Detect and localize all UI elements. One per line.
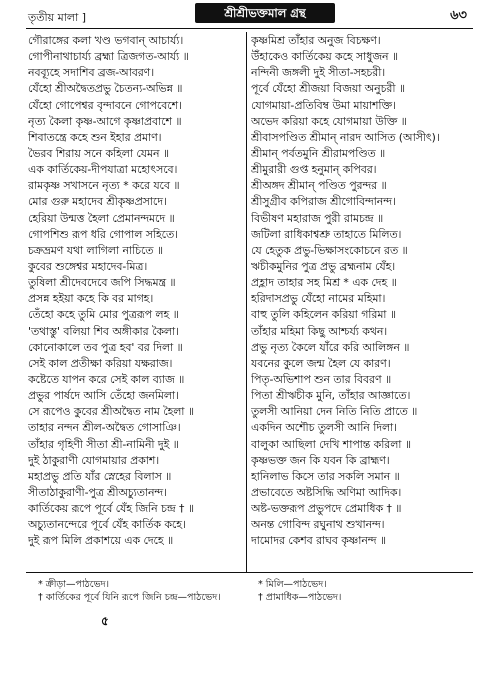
- verse-line: তেঁহো কহে তুমি মোর পুত্ররূপ লহ ॥: [28, 308, 179, 322]
- verse-line: নৃত্য কৈলা কৃষ্ণ-আগে কৃষ্ণাপ্রবাশে ॥: [28, 114, 182, 128]
- verse-line: হেরিয়া উন্মত্ত হৈলা প্রেমানন্দমদে ॥: [28, 211, 175, 225]
- verse-line: প্রভুর পার্ষদে আসি তেঁহো জনমিলা।: [28, 389, 179, 403]
- verse-line: চক্রভ্রমণ যথা লাগিলা নাচিতে ॥: [28, 243, 163, 257]
- verse-line: প্রসন্ন হইয়া কহে কি বর মাগহ।: [28, 292, 154, 306]
- verse-line: শ্রীবাসপণ্ডিত শ্রীমান্ নারদ আসিত (আসীৎ)।: [251, 130, 440, 144]
- verse-line: মোর গুরু মহাদেব শ্রীকৃষ্ণপ্রসাদে।: [28, 195, 167, 209]
- verse-line: দুই রূপ মিলি প্রকাশয়ে এক দেহে ॥: [28, 534, 174, 548]
- page-number: ৬৩: [450, 8, 467, 23]
- verse-line: গৌরাঙ্গের কলা খণ্ড ভগবান্ আচার্য্য।: [28, 34, 184, 47]
- verse-line: যেঁহো গোপেশ্বর বৃন্দাবনে গোপবেশে।: [28, 98, 182, 112]
- folio-mark: ৫: [101, 614, 109, 628]
- verse-line: কষ্টেতে যাপন করে সেই কাল ব্যাজ ॥: [28, 372, 185, 386]
- verse-line: এক কার্তিকেয়-দীপযাত্রা মহোৎসবে।: [28, 163, 178, 177]
- footnote-rule: [26, 572, 473, 573]
- footnote-line: † প্রামাধিক—পাঠভেদ।: [258, 592, 342, 603]
- column-divider: [246, 32, 247, 572]
- verse-line: উঁহাকেও কার্তিকেয় কহে সাধুজন ॥: [251, 50, 398, 64]
- verse-line: শ্রীঅঙ্গদ শ্রীমান্ পণ্ডিত পুরন্দর ॥: [251, 179, 387, 193]
- verse-line: নবব্যূহে সদাশিব ব্রজ-আবরণ।: [28, 66, 155, 80]
- verse-line: যবনের কুলে জন্ম হৈল যে কারণ।: [251, 356, 391, 370]
- verse-line: তাহার নন্দন শ্রীল-অদ্বৈত গোসাঞি।: [28, 421, 181, 435]
- verse-line: পিতৃ-অভিশাপ শুন তার বিবরণ ॥: [251, 372, 392, 386]
- verse-line: কৃষ্ণভক্ত জন কি যবন কি ব্রাহ্মণ।: [251, 453, 390, 467]
- verse-line: অনন্ত গোবিন্দ রঘুনাথ শুখানন্দ।: [251, 518, 385, 532]
- verse-line: জটিলা রাধিকাশ্বশ্রু তাহাতে মিলিত।: [251, 227, 402, 241]
- verse-line: ঋচীকমুনির পুত্র প্রভু ব্রহ্মনাম যেঁহ।: [251, 259, 396, 273]
- verse-line: তাঁহার মহিমা কিছু আশ্চর্য্য কথন।: [251, 324, 388, 338]
- verse-line: গোপীনাথাচার্য্য ব্রহ্মা ত্রিজগত-আৰ্য্য ॥: [28, 50, 189, 64]
- verse-line: যেঁহো শ্রীঅদ্বৈতপ্রভু চৈতন্য-অভিন্ন ॥: [28, 82, 183, 96]
- verse-line: পূর্বে যেঁহো শ্রীজয়া বিজয়া অনুচরী ॥: [251, 82, 405, 96]
- verse-line: সীতাঠাকুরাণী-পুত্র শ্রীঅচ্যুতানন্দ।: [28, 485, 167, 499]
- footnote-line: * ক্রীড়া—পাঠভেদ।: [38, 579, 110, 590]
- verse-line: শ্রীমুরারী গুপ্ত হনুমান্ কপিবর।: [251, 163, 377, 177]
- verse-line: দামোদর কেশব রাঘব কৃষ্ণানন্দ ॥: [251, 534, 386, 548]
- footnote-line: † কার্তিকের পূর্বে যিনি রূপে জিনি চন্দ্র—পাঠভেদ।: [38, 592, 221, 603]
- running-title: শ্রীশ্রীভক্তমাল গ্রন্থ: [195, 3, 335, 23]
- verse-line: দুই ঠাকুরাণী যোগমায়ার প্রকাশ।: [28, 453, 160, 467]
- verse-line: বিভীষণ মহারাজ পুরী রামচন্দ্র ॥: [251, 211, 384, 225]
- verse-line: হানিলাভ কিসে তার সকলি সমান ॥: [251, 469, 400, 483]
- verse-line: হরিদাসপ্রভু যেঁহো নামের মহিমা।: [251, 292, 386, 306]
- verse-line: নন্দিনী জঙ্গলী দুই সীতা-সহচরী।: [251, 66, 386, 80]
- footnote-line: * মিলি—পাঠভেদ।: [258, 579, 327, 590]
- verse-line: শ্রীসুগ্রীব কপিরাজ শ্রীগোবিন্দানন্দ।: [251, 195, 396, 209]
- header-rule: [26, 28, 473, 29]
- verse-line: প্রভাবেতে অষ্টসিদ্ধি অণিমা আদিক।: [251, 485, 402, 499]
- verse-line: গোপশিশু রূপ ধরি গোপাল সহিতে।: [28, 227, 178, 241]
- verse-line: শ্রীমান্ পর্বতমুনি শ্রীরামপণ্ডিত ॥: [251, 146, 386, 160]
- verse-line: কৃষ্ণমিশ্র তাঁহার অনুজ বিচক্ষণ।: [251, 34, 381, 47]
- verse-line: সেই কাল প্রতীক্ষা করিয়া যক্ষরাজ।: [28, 356, 173, 370]
- verse-line: কোনোকালে তব পুত্র হব' বর দিলা ॥: [28, 340, 183, 354]
- verse-line: পিতা শ্রীঋচীক মুনি, তাঁহার আজ্ঞাতে।: [251, 389, 411, 403]
- verse-line: 'তথাস্তু' বলিয়া শিব অঙ্গীকার কৈলা।: [28, 324, 179, 338]
- left-column: [28, 33, 240, 550]
- verse-line: কুবের শুঙ্গেশ্বর মহাদেব-মিত্র।: [28, 259, 148, 273]
- footnotes-right: [258, 578, 468, 604]
- verse-line: অচ্যুতানন্দেরে পূর্বে যেঁহ কার্তিক কহে।: [28, 518, 186, 532]
- verse-line: তুলসী আনিয়া দেন নিতি নিতি প্রাতে ॥: [251, 405, 418, 419]
- verse-line: যে হেতুক প্রভু-ভিক্ষাসংকোচনে রত ॥: [251, 243, 408, 257]
- verse-line: একদিন অশৌচ তুলসী আনি দিলা।: [251, 421, 397, 435]
- verse-line: প্রভু নৃত্য কৈলে যাঁরে করি আলিঙ্গন ॥: [251, 340, 410, 354]
- verse-line: সে রূপেও কুবের শ্রীঅদ্বৈত নাম হৈলা ॥: [28, 405, 194, 419]
- right-column: [251, 33, 463, 550]
- verse-line: শিবাতন্ত্রে কহে শুন ইহার প্রমাণ।: [28, 130, 162, 144]
- series-label: তৃতীয় মালা ]: [28, 11, 87, 24]
- verse-line: কার্তিকেয় রূপে পূর্বে যেঁহ জিনি চন্দ্র † ॥: [28, 502, 194, 516]
- verse-line: ভৈরব শিরায় সনে কহিলা যেমন ॥: [28, 146, 169, 160]
- verse-line: অষ্ট-ভক্তরূপ প্রভুপদে প্রেমাধিক † ॥: [251, 502, 402, 516]
- verse-line: বালুকা আছিলা দেখি শাপান্ত করিলা ॥: [251, 437, 411, 451]
- verse-line: মহাপ্রভু প্রতি যাঁর স্নেহের বিলাস ॥: [28, 469, 172, 483]
- verse-line: বাহু তুলি কহিলেন করিয়া গরিমা ॥: [251, 308, 396, 322]
- verse-line: প্রহ্লাদ তাহার সহ মিশ্র * এক দেহ ॥: [251, 276, 397, 290]
- verse-line: তাঁহার গৃহিণী সীতা শ্রী-নামিনী দুই ॥: [28, 437, 179, 451]
- footnotes-left: [38, 578, 248, 604]
- verse-line: যোগমায়া-প্রতিবিম্ব উমা মায়াশক্তি।: [251, 98, 396, 112]
- verse-line: তুষিলা শ্রীদেবদেবে জপি সিদ্ধমন্ত্র ॥: [28, 276, 176, 290]
- verse-line: রামকৃষ্ণ সখাসনে নৃত্য * করে যবে ॥: [28, 179, 180, 193]
- verse-line: অভেদ করিয়া কহে যোগমায়া উক্তি ॥: [251, 114, 407, 128]
